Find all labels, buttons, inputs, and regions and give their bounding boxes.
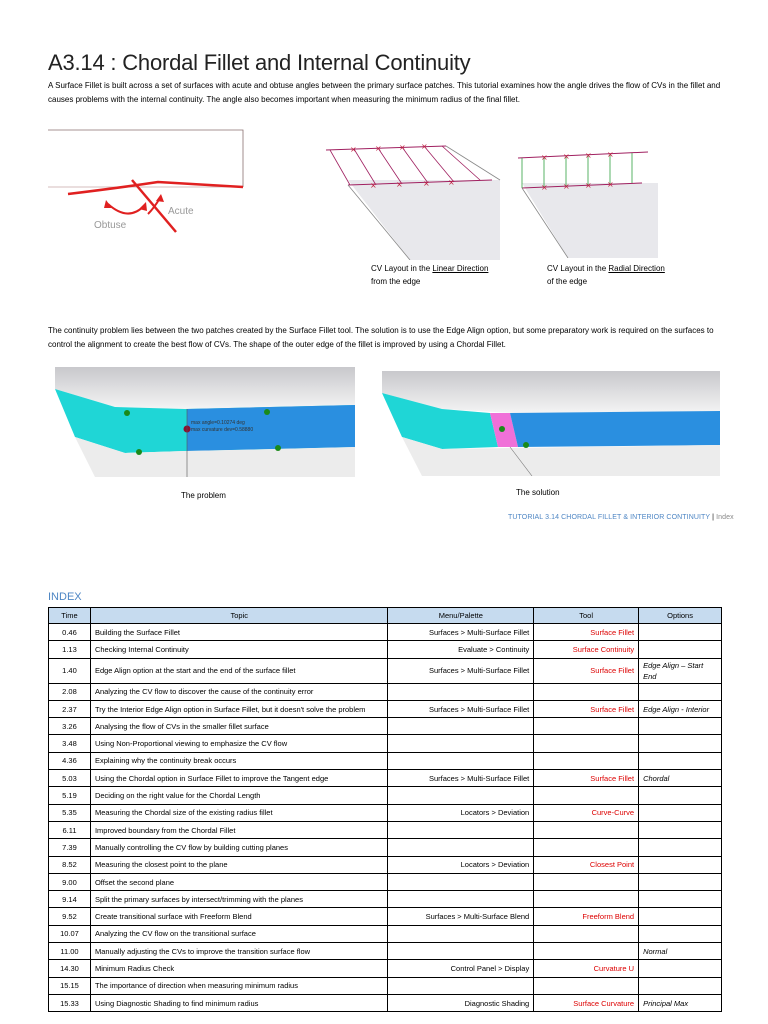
continuity-paragraph: The continuity problem lies between the two patches created by the Surface Fillet tool. The solution is to use the Edge Align option, but some preparatory work is required on the surfaces to control the alignment to create the best flow of CVs. The shape of the outer edge of the fillet is improved by using a Chordal Fillet.: [48, 326, 714, 349]
cell-opt: [639, 839, 722, 856]
header-tool: Tool: [534, 608, 639, 624]
cell-topic: Explaining why the continuity break occurs: [90, 752, 387, 769]
cell-tool: Surface Continuity: [534, 641, 639, 658]
header-time: Time: [49, 608, 91, 624]
cell-menu: Surfaces > Multi-Surface Fillet: [388, 658, 534, 683]
index-table: [48, 607, 722, 1012]
header-menu: Menu/Palette: [388, 608, 534, 624]
cell-tool: Curve-Curve: [534, 804, 639, 821]
cell-time: 7.39: [49, 839, 91, 856]
cell-time: 5.35: [49, 804, 91, 821]
table-row: [49, 804, 722, 821]
cell-menu: [388, 683, 534, 700]
cell-tool: [534, 683, 639, 700]
cell-time: 14.30: [49, 960, 91, 977]
caption-solution: The solution: [516, 488, 560, 497]
radial-direction-link: Radial Direction: [608, 264, 665, 273]
cell-menu: [388, 891, 534, 908]
cell-menu: Control Panel > Display: [388, 960, 534, 977]
cell-topic: Deciding on the right value for the Chordal Length: [90, 787, 387, 804]
cell-menu: Diagnostic Shading: [388, 994, 534, 1011]
cell-opt: [639, 683, 722, 700]
table-row: [49, 908, 722, 925]
cell-topic: Analyzing the CV flow on the transitional surface: [90, 925, 387, 942]
cell-menu: Evaluate > Continuity: [388, 641, 534, 658]
svg-text:×: ×: [421, 142, 428, 151]
problem-readout-2: max curvature dev=0.58880: [191, 427, 254, 433]
cell-menu: [388, 718, 534, 735]
page-footer: TUTORIAL 3.14 CHORDAL FILLET & INTERIOR CONTINUITY | Index: [508, 514, 734, 521]
cell-topic: Using the Chordal option in Surface Fillet to improve the Tangent edge: [90, 770, 387, 787]
svg-text:×: ×: [370, 181, 377, 190]
cell-topic: Split the primary surfaces by intersect/trimming with the planes: [90, 891, 387, 908]
cell-opt: [639, 960, 722, 977]
table-row: [49, 873, 722, 890]
cell-topic: Measuring the closest point to the plane: [90, 856, 387, 873]
cell-menu: [388, 821, 534, 838]
cell-topic: Measuring the Chordal size of the existing radius fillet: [90, 804, 387, 821]
radial-cv-diagram: [508, 148, 668, 258]
svg-text:×: ×: [423, 179, 430, 188]
cell-topic: Manually controlling the CV flow by building cutting planes: [90, 839, 387, 856]
cell-time: 2.08: [49, 683, 91, 700]
cell-menu: Surfaces > Multi-Surface Fillet: [388, 770, 534, 787]
table-row: [49, 770, 722, 787]
cell-tool: Surface Fillet: [534, 658, 639, 683]
table-row: [49, 752, 722, 769]
cell-time: 8.52: [49, 856, 91, 873]
cell-tool: [534, 925, 639, 942]
acute-label: Acute: [168, 206, 194, 217]
cell-time: 0.46: [49, 624, 91, 641]
linear-cv-diagram: [320, 140, 520, 260]
cell-time: 9.52: [49, 908, 91, 925]
cell-tool: [534, 839, 639, 856]
cell-opt: [639, 856, 722, 873]
table-row: [49, 683, 722, 700]
cell-time: 1.40: [49, 658, 91, 683]
cell-time: 9.00: [49, 873, 91, 890]
cell-time: 3.26: [49, 718, 91, 735]
cell-time: 10.07: [49, 925, 91, 942]
cell-opt: [639, 718, 722, 735]
table-row: [49, 977, 722, 994]
page-title: A3.14 : Chordal Fillet and Internal Continuity: [48, 50, 471, 75]
cell-time: 15.15: [49, 977, 91, 994]
table-row: [49, 735, 722, 752]
cell-tool: [534, 873, 639, 890]
table-row: [49, 624, 722, 641]
cell-opt: Chordal: [639, 770, 722, 787]
cell-opt: [639, 977, 722, 994]
cell-tool: Curvature U: [534, 960, 639, 977]
cell-tool: [534, 787, 639, 804]
table-row: [49, 856, 722, 873]
svg-text:×: ×: [585, 181, 592, 190]
cell-opt: [639, 624, 722, 641]
svg-text:×: ×: [375, 144, 382, 153]
cell-menu: [388, 787, 534, 804]
cell-opt: [639, 925, 722, 942]
cell-topic: Offset the second plane: [90, 873, 387, 890]
caption-linear: CV Layout in the Linear Direction from the edge: [371, 264, 489, 286]
cell-time: 1.13: [49, 641, 91, 658]
cell-topic: Minimum Radius Check: [90, 960, 387, 977]
cell-menu: Locators > Deviation: [388, 804, 534, 821]
cell-opt: Edge Align - Interior: [639, 700, 722, 717]
cell-opt: [639, 787, 722, 804]
cell-tool: [534, 752, 639, 769]
cell-opt: [639, 908, 722, 925]
cell-topic: Checking Internal Continuity: [90, 641, 387, 658]
cell-tool: Surface Fillet: [534, 700, 639, 717]
table-row: [49, 641, 722, 658]
intro-paragraph: A Surface Fillet is built across a set of surfaces with acute and obtuse angles between the primary surface patches. This tutorial examines how the angle drives the flow of CVs in the fillet and causes problems with the internal continuity. The angle also becomes important when measuring the minimum radius of the final fillet.: [48, 81, 721, 104]
cell-tool: Surface Fillet: [534, 624, 639, 641]
cell-time: 4.36: [49, 752, 91, 769]
table-row: [49, 787, 722, 804]
cell-menu: [388, 735, 534, 752]
problem-render: [55, 367, 360, 477]
svg-text:×: ×: [563, 182, 570, 191]
cell-menu: Locators > Deviation: [388, 856, 534, 873]
cell-opt: Principal Max: [639, 994, 722, 1011]
cell-opt: Edge Align – Start End: [639, 658, 722, 683]
problem-readout-1: max angle=0.10274 deg: [191, 420, 245, 426]
cell-topic: Building the Surface Fillet: [90, 624, 387, 641]
cell-time: 5.03: [49, 770, 91, 787]
cell-tool: [534, 821, 639, 838]
cell-tool: Freeform Blend: [534, 908, 639, 925]
cell-menu: [388, 839, 534, 856]
table-row: [49, 839, 722, 856]
cell-time: 6.11: [49, 821, 91, 838]
cell-opt: [639, 752, 722, 769]
table-row: [49, 821, 722, 838]
cell-menu: [388, 925, 534, 942]
header-options: Options: [639, 608, 722, 624]
angle-diagram: [48, 122, 258, 252]
table-row: [49, 891, 722, 908]
cell-tool: [534, 943, 639, 960]
cell-time: 11.00: [49, 943, 91, 960]
cell-opt: Normal: [639, 943, 722, 960]
table-row: [49, 960, 722, 977]
cell-topic: Create transitional surface with Freeform Blend: [90, 908, 387, 925]
obtuse-label: Obtuse: [94, 220, 127, 231]
cell-topic: Improved boundary from the Chordal Fillet: [90, 821, 387, 838]
cell-tool: [534, 977, 639, 994]
table-row: [49, 994, 722, 1011]
cell-menu: [388, 873, 534, 890]
cell-topic: Using Non-Proportional viewing to emphasize the CV flow: [90, 735, 387, 752]
table-row: [49, 700, 722, 717]
cell-opt: [639, 821, 722, 838]
cell-menu: Surfaces > Multi-Surface Fillet: [388, 624, 534, 641]
cell-tool: [534, 718, 639, 735]
cell-time: 3.48: [49, 735, 91, 752]
cell-topic: Edge Align option at the start and the end of the surface fillet: [90, 658, 387, 683]
table-row: [49, 925, 722, 942]
cell-tool: Surface Curvature: [534, 994, 639, 1011]
table-row: [49, 658, 722, 683]
table-header-row: [49, 608, 722, 624]
svg-text:×: ×: [607, 180, 614, 189]
cell-topic: The importance of direction when measuring minimum radius: [90, 977, 387, 994]
header-topic: Topic: [90, 608, 387, 624]
cell-topic: Manually adjusting the CVs to improve the transition surface flow: [90, 943, 387, 960]
cell-opt: [639, 735, 722, 752]
index-link[interactable]: Index: [716, 514, 734, 521]
svg-text:×: ×: [607, 150, 614, 159]
cell-opt: [639, 804, 722, 821]
cell-time: 9.14: [49, 891, 91, 908]
caption-problem: The problem: [181, 491, 226, 500]
cell-time: 5.19: [49, 787, 91, 804]
cell-menu: [388, 752, 534, 769]
linear-direction-link: Linear Direction: [432, 264, 489, 273]
cell-menu: Surfaces > Multi-Surface Fillet: [388, 700, 534, 717]
svg-text:×: ×: [350, 145, 357, 154]
svg-text:×: ×: [448, 178, 455, 187]
cell-tool: [534, 891, 639, 908]
table-row: [49, 718, 722, 735]
svg-text:×: ×: [399, 143, 406, 152]
svg-text:×: ×: [585, 151, 592, 160]
cell-opt: [639, 641, 722, 658]
svg-text:×: ×: [396, 180, 403, 189]
index-heading: INDEX: [48, 591, 82, 603]
solution-render: [382, 371, 722, 476]
cell-opt: [639, 891, 722, 908]
cell-menu: Surfaces > Multi-Surface Blend: [388, 908, 534, 925]
svg-text:×: ×: [541, 183, 548, 192]
svg-text:×: ×: [541, 153, 548, 162]
cell-menu: [388, 977, 534, 994]
cell-tool: [534, 735, 639, 752]
cell-topic: Analyzing the CV flow to discover the cause of the continuity error: [90, 683, 387, 700]
cell-opt: [639, 873, 722, 890]
table-row: [49, 943, 722, 960]
svg-text:×: ×: [563, 152, 570, 161]
cell-time: 15.33: [49, 994, 91, 1011]
cell-tool: Closest Point: [534, 856, 639, 873]
cell-topic: Using Diagnostic Shading to find minimum radius: [90, 994, 387, 1011]
cell-menu: [388, 943, 534, 960]
cell-time: 2.37: [49, 700, 91, 717]
cell-topic: Analysing the flow of CVs in the smaller fillet surface: [90, 718, 387, 735]
cell-topic: Try the Interior Edge Align option in Surface Fillet, but it doesn't solve the problem: [90, 700, 387, 717]
cell-tool: Surface Fillet: [534, 770, 639, 787]
caption-radial: CV Layout in the Radial Direction of the edge: [547, 264, 665, 286]
